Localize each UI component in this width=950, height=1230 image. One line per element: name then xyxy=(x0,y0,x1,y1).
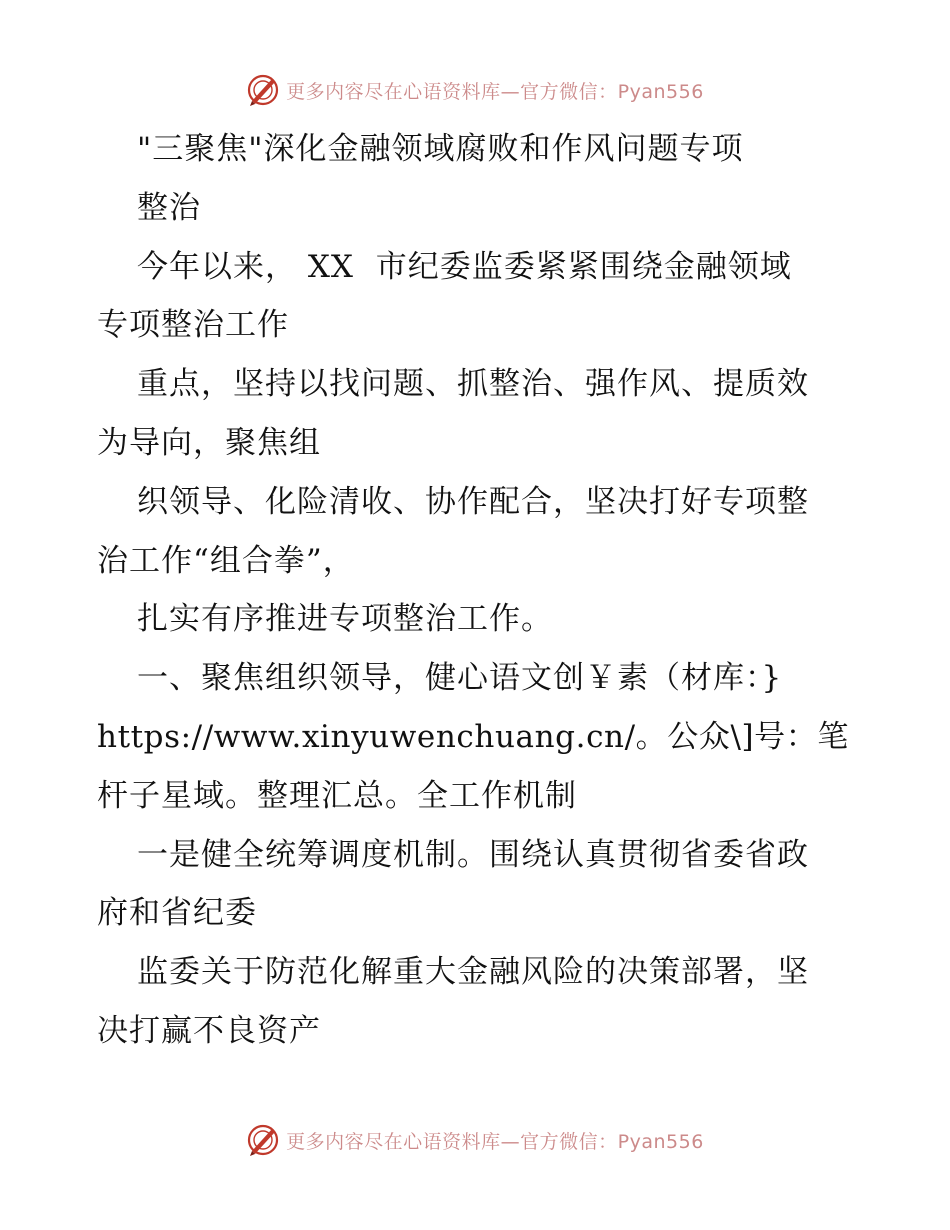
text-line: 整治 xyxy=(137,189,201,226)
document-body xyxy=(97,120,857,1061)
text-line: 监委关于防范化解重大金融风险的决策部署，坚 xyxy=(137,954,809,991)
text-line: 织领导、化险清收、协作配合，坚决打好专项整 xyxy=(137,483,809,520)
banner-text: 更多内容尽在心语资料库—官方微信：Pyan556 xyxy=(286,1130,704,1153)
pen-logo-icon xyxy=(246,73,280,107)
text-line: 一、聚焦组织领导，健心语文创￥素（材库：} xyxy=(137,660,783,697)
text-line: 专项整治工作 xyxy=(97,307,289,344)
text-line-url: https://www.xinyuwenchuang.cn/。公众\]号：笔 xyxy=(97,718,849,755)
text-line: 杆子星域。整理汇总。全工作机制 xyxy=(97,777,577,814)
banner-text: 更多内容尽在心语资料库—官方微信：Pyan556 xyxy=(286,80,704,103)
text-line: 为导向，聚焦组 xyxy=(97,424,321,461)
text-line: 一是健全统筹调度机制。围绕认真贯彻省委省政 xyxy=(137,836,809,873)
text-line: 今年以来， XX 市纪委监委紧紧围绕金融领域 xyxy=(137,248,792,285)
text-line: 扎实有序推进专项整治工作。 xyxy=(137,601,553,638)
text-line: 治工作“组合拳”， xyxy=(97,542,355,579)
footer-watermark-banner xyxy=(0,1120,950,1160)
header-watermark-banner xyxy=(0,70,950,110)
text-line: 决打赢不良资产 xyxy=(97,1012,321,1049)
pen-logo-icon xyxy=(246,1123,280,1157)
text-line: 重点，坚持以找问题、抓整治、强作风、提质效 xyxy=(137,366,809,403)
text-line: "三聚焦"深化金融领域腐败和作风问题专项 xyxy=(137,131,744,167)
text-line: 府和省纪委 xyxy=(97,895,257,932)
